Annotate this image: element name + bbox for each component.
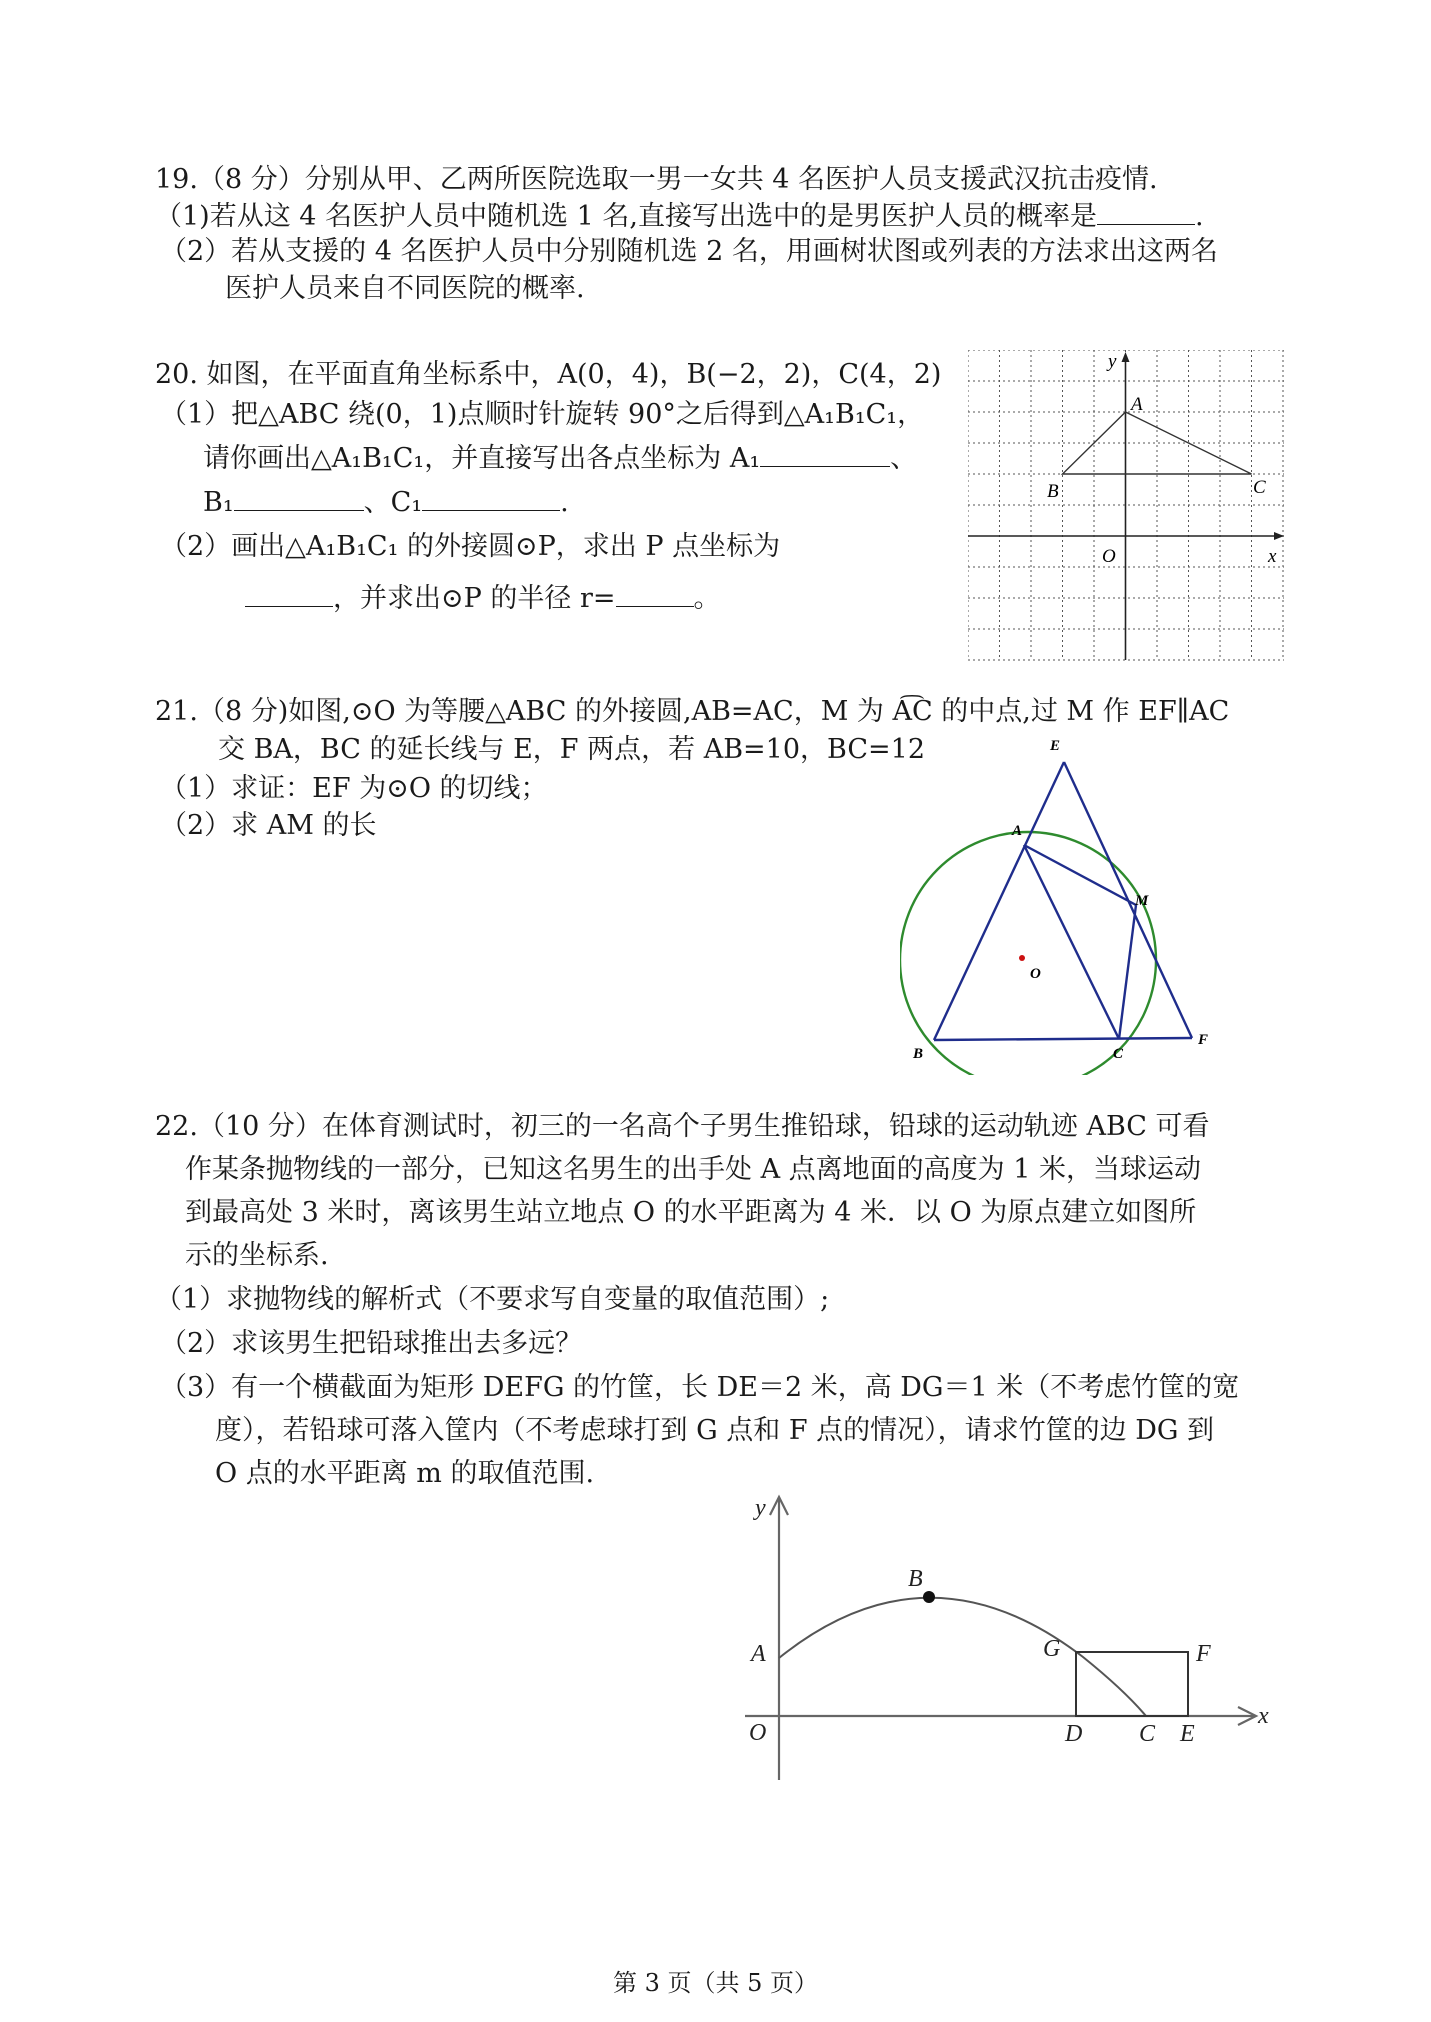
point-a-label: A	[1131, 394, 1143, 415]
point-e-label: E	[1050, 738, 1061, 754]
point-g-label: G	[1043, 1636, 1061, 1662]
q22-line7: （3）有一个横截面为矩形 DEFG 的竹筐，长 DE＝2 米，高 DG＝1 米（不考虑竹筐的宽	[160, 1372, 1240, 1403]
q20-line6-mid: ，并求出⊙P 的半径 r=	[333, 583, 616, 614]
q20-line3	[203, 440, 917, 476]
point-c-label: C	[1113, 1046, 1124, 1062]
q19-part1-text: （1)若从这 4 名医护人员中随机选 1 名,直接写出选中的是男医护人员的概率是	[155, 201, 1097, 232]
origin-label: O	[1102, 546, 1116, 567]
q20-line1: 20. 如图，在平面直角坐标系中，A(0，4)，B(−2，2)，C(4，2)	[155, 359, 942, 390]
q22-line9: O 点的水平距离 m 的取值范围.	[215, 1458, 595, 1489]
point-c-label: C	[1253, 477, 1266, 498]
point-e-label: E	[1180, 1721, 1195, 1747]
q20-line6-end: 。	[693, 583, 721, 614]
x-axis-label: x	[1268, 546, 1277, 567]
point-m-label: M	[1135, 893, 1149, 909]
q22-line4: 示的坐标系.	[185, 1240, 329, 1271]
point-f-label: F	[1196, 1641, 1211, 1667]
q22-line2: 作某条抛物线的一部分，已知这名男生的出手处 A 点离地面的高度为 1 米，当球运动	[185, 1154, 1202, 1185]
q20-line2: （1）把△ABC 绕(0，1)点顺时针旋转 90°之后得到△A₁B₁C₁，	[160, 399, 925, 430]
q20-r-blank[interactable]	[616, 580, 694, 607]
x-axis-arrow	[1274, 532, 1284, 540]
point-b-label: B	[1047, 481, 1059, 502]
q21-circle-figure	[900, 735, 1230, 1075]
q20-b1-blank[interactable]	[234, 484, 364, 511]
q20-p-blank[interactable]	[245, 580, 333, 607]
point-f-label: F	[1198, 1032, 1209, 1048]
point-c-label: C	[1139, 1721, 1156, 1747]
segment-be	[934, 762, 1064, 1040]
q20-a1-blank[interactable]	[760, 440, 890, 467]
segment-mc	[1119, 905, 1136, 1039]
q20-line6	[245, 580, 721, 616]
point-d-label: D	[1065, 1721, 1083, 1747]
point-b-label: B	[913, 1046, 924, 1062]
q19-part1-end: .	[1194, 201, 1204, 232]
segment-am	[1024, 845, 1136, 905]
point-o-label: O	[1030, 966, 1041, 982]
q20-line3-sep: 、	[890, 443, 918, 474]
point-b-label: B	[908, 1566, 923, 1592]
trajectory-curve	[779, 1598, 1146, 1716]
center-point-o	[1019, 955, 1025, 961]
y-axis-arrow	[1122, 352, 1130, 362]
q19-line1: 19.（8 分）分别从甲、乙两所医院选取一男一女共 4 名医护人员支援武汉抗击疫情.	[155, 164, 1158, 195]
q19-line4: 医护人员来自不同医院的概率.	[225, 273, 585, 304]
q19-line3: （2）若从支援的 4 名医护人员中分别随机选 2 名，用画树状图或列表的方法求出这两名	[160, 236, 1218, 267]
q21-line2: 交 BA，BC 的延长线与 E，F 两点，若 AB=10，BC=12	[218, 734, 925, 765]
q20-line3-text: 请你画出△A₁B₁C₁，并直接写出各点坐标为 A₁	[203, 443, 761, 474]
point-a-label: A	[1012, 823, 1023, 839]
segment-bf	[934, 1038, 1192, 1040]
q21-line4: （2）求 AM 的长	[160, 810, 377, 841]
q22-line1: 22.（10 分）在体育测试时，初三的一名高个子男生推铅球，铅球的运动轨迹 ABC 可看	[155, 1111, 1210, 1142]
q21-line1: 21.（8 分)如图,⊙O 为等腰△ABC 的外接圆,AB=AC，M 为 A͡C 的中点,过 M 作 EF∥AC	[155, 696, 1230, 727]
point-a-label: A	[751, 1641, 766, 1667]
basket-rectangle	[1076, 1652, 1188, 1716]
q22-line8: 度），若铅球可落入筐内（不考虑球打到 G 点和 F 点的情况），请求竹筐的边 DG 到	[215, 1415, 1215, 1446]
y-axis-label: y	[1108, 351, 1117, 372]
q20-line5: （2）画出△A₁B₁C₁ 的外接圆⊙P，求出 P 点坐标为	[160, 531, 781, 562]
q22-line5: （1）求抛物线的解析式（不要求写自变量的取值范围）;	[155, 1284, 830, 1315]
q19-line2	[155, 198, 1204, 234]
q22-line6: （2）求该男生把铅球推出去多远？	[160, 1328, 583, 1359]
q22-parabola-figure	[745, 1490, 1285, 1790]
q20-line4	[203, 484, 569, 520]
q20-b1-label: B₁	[203, 487, 234, 518]
q20-c1-label: 、C₁	[363, 487, 423, 518]
q22-line3: 到最高处 3 米时，离该男生站立地点 O 的水平距离为 4 米．以 O 为原点建立如图所	[185, 1197, 1197, 1228]
q20-line4-end: .	[560, 487, 569, 518]
q21-line3: （1）求证：EF 为⊙O 的切线；	[160, 773, 548, 804]
segment-ac	[1024, 845, 1119, 1039]
q20-c1-blank[interactable]	[422, 484, 560, 511]
q19-answer-blank[interactable]	[1097, 198, 1195, 225]
point-b-dot	[923, 1591, 935, 1603]
origin-label: O	[749, 1720, 767, 1746]
q20-grid-figure	[968, 350, 1284, 670]
y-axis-label: y	[755, 1495, 766, 1521]
x-axis-label: x	[1258, 1703, 1269, 1729]
page-footer: 第 3 页（共 5 页）	[612, 1969, 819, 1997]
